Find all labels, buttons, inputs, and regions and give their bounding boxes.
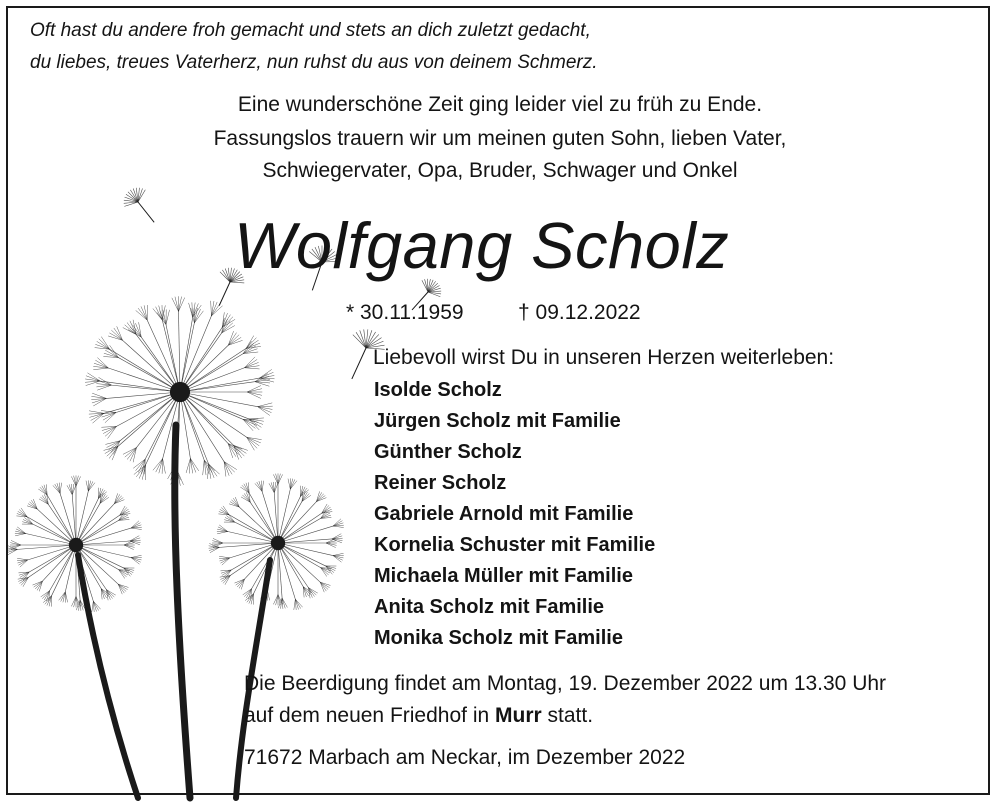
- funeral-line-1: Die Beerdigung findet am Montag, 19. Dezember 2022 um 13.30 Uhr: [244, 672, 887, 695]
- verse-line-1: Oft hast du andere froh gemacht und stets an dich zuletzt gedacht,: [30, 20, 591, 41]
- mourner-name: Günther Scholz: [374, 441, 522, 463]
- mourner-name: Anita Scholz mit Familie: [374, 596, 605, 618]
- dandelion-head-right: [209, 473, 344, 610]
- funeral-line-2-suffix: statt.: [541, 704, 594, 727]
- verse-line-2: du liebes, treues Vaterherz, nun ruhst du aus von deinem Schmerz.: [30, 52, 598, 73]
- intro-line-2: Fassungslos trauern wir um meinen guten Sohn, lieben Vater,: [213, 127, 787, 150]
- mourner-name: Kornelia Schuster mit Familie: [374, 534, 656, 556]
- birth-date: * 30.11.1959: [346, 301, 464, 324]
- mourner-name: Reiner Scholz: [374, 472, 507, 494]
- dandelion-head-center: [85, 296, 274, 486]
- mourner-name: Gabriele Arnold mit Familie: [374, 503, 634, 525]
- mourners-lead: Liebevoll wirst Du in unseren Herzen weiterleben:: [373, 346, 835, 369]
- funeral-line-2-prefix: auf dem neuen Friedhof in: [244, 704, 495, 727]
- funeral-place: Murr: [495, 704, 542, 727]
- intro-line-3: Schwiegervater, Opa, Bruder, Schwager und Onkel: [262, 159, 738, 182]
- death-date: † 09.12.2022: [518, 301, 641, 324]
- mourner-name: Michaela Müller mit Familie: [374, 565, 633, 587]
- funeral-line-2: [244, 704, 593, 728]
- place-and-date: 71672 Marbach am Neckar, im Dezember 2022: [244, 746, 686, 769]
- deceased-name: Wolfgang Scholz: [234, 209, 730, 282]
- mourner-name: Monika Scholz mit Familie: [374, 627, 623, 649]
- intro-line-1: Eine wunderschöne Zeit ging leider viel zu früh zu Ende.: [237, 93, 763, 116]
- mourner-name: Jürgen Scholz mit Familie: [374, 410, 621, 432]
- mourner-name: Isolde Scholz: [374, 379, 502, 401]
- floating-seed: [124, 188, 154, 223]
- dandelion-head-left: [7, 475, 142, 612]
